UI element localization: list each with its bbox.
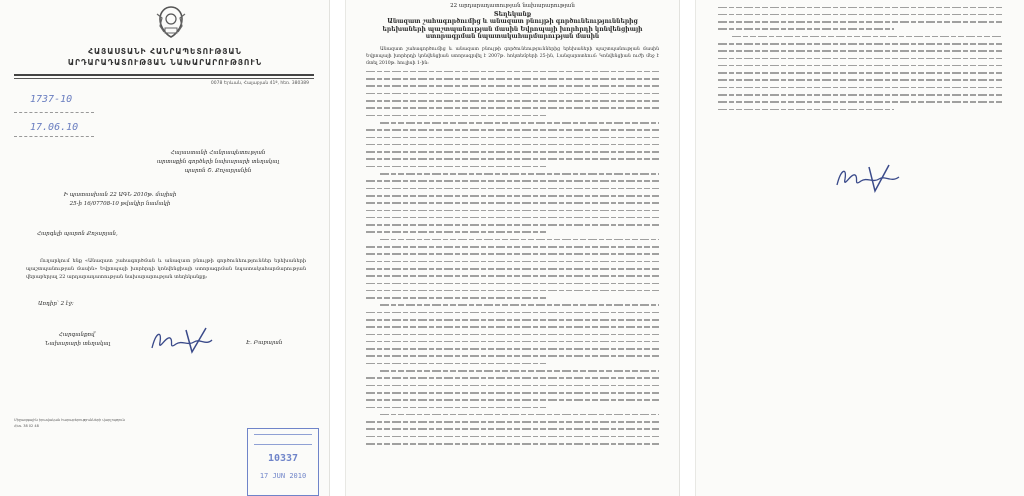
text-line [366, 75, 659, 82]
addressee-line: պարոն Շ. Քոչարյանին [184, 168, 252, 174]
stamp-date: 17 JUN 2010 [259, 472, 307, 480]
text-line [366, 213, 659, 220]
text-line [366, 396, 659, 403]
text-line [366, 126, 659, 133]
text-line [366, 97, 659, 104]
registration-date: 17.06.10 [30, 122, 79, 133]
text-line [366, 272, 659, 279]
text-line [366, 228, 659, 235]
text-line [366, 111, 659, 118]
text-line [718, 54, 1002, 61]
text-line [718, 47, 1002, 54]
text-line [366, 243, 659, 250]
text-line [366, 337, 659, 344]
text-line [366, 388, 659, 395]
signer-name: Է. Բաբայան [246, 340, 283, 346]
greeting: Հարգելի պարոն Քոչարյան, [37, 231, 118, 237]
attachment-note: Առդիր՝ 2 էջ: [38, 301, 74, 307]
text-line [366, 403, 659, 410]
text-line [718, 39, 1002, 46]
text-line [366, 323, 659, 330]
footer-line: Հեռ. 38 02 48 [14, 424, 39, 428]
note-header-line: Տեղեկանք [493, 10, 532, 18]
continuation-body-text [718, 3, 1002, 112]
closing-line: Նախարարի տեղակալ [45, 341, 111, 347]
footer-line: Միջազգային իրավական հարաբերությունների վարչություն [14, 418, 125, 422]
text-line [366, 301, 659, 308]
text-line [718, 91, 1002, 98]
text-line [366, 155, 659, 162]
text-line [366, 89, 659, 96]
stamp-rule [254, 444, 312, 449]
text-line [366, 257, 659, 264]
text-line [366, 199, 659, 206]
text-line [718, 18, 1002, 25]
handwritten-signature-icon [833, 163, 915, 195]
text-line [366, 279, 659, 286]
text-line [366, 345, 659, 352]
text-line [366, 184, 659, 191]
text-line [366, 359, 659, 366]
stamp-rule [254, 434, 312, 439]
footer-note [14, 417, 125, 429]
page-information-note [345, 0, 680, 496]
note-header-line: ստորագրման նպատակահարմարության մասին [425, 33, 600, 40]
date-underline [14, 136, 94, 137]
text-line [366, 67, 659, 74]
text-line [366, 286, 659, 293]
handwritten-signature-icon [148, 326, 230, 356]
text-line [718, 32, 1002, 39]
text-line [718, 69, 1002, 76]
text-line [718, 25, 1002, 32]
reply-reference [45, 191, 195, 208]
text-line [366, 221, 659, 228]
note-body-text [366, 67, 659, 446]
note-header-line: Անազատ շահագործումից և անազատ բնույթի գործունեություններից [387, 18, 638, 25]
registration-number: 1737-10 [30, 94, 73, 105]
text-line [718, 61, 1002, 68]
closing-block [45, 331, 110, 349]
text-line [366, 170, 659, 177]
text-line [366, 82, 659, 89]
text-line [366, 133, 659, 140]
ministry-name-line2: ԱՐԴԱՐԱԴԱՏՈՒԹՅԱՆ ՆԱԽԱՐԱՐՈՒԹՅՈՒՆ [67, 58, 263, 67]
text-line [366, 315, 659, 322]
ministry-address: 0078 Երևան, Հալաբյան 41ª, հեռ. 380389 [210, 81, 309, 86]
page-cover-letter [0, 0, 330, 496]
text-line [366, 352, 659, 359]
letterhead-rule-thin [14, 78, 314, 79]
text-line [366, 177, 659, 184]
text-line [366, 440, 659, 447]
registration-underline [14, 112, 94, 113]
note-header-line: երեխաների պաշտպանության մասին Եվրոպայի խորհրդի կոնվենցիայի [382, 25, 643, 33]
text-line [366, 264, 659, 271]
text-line [366, 191, 659, 198]
reply-reference-line: Ի պատասխան 22 ԱԳՆ 2010թ. մայիսի [63, 192, 177, 198]
text-line [366, 418, 659, 425]
stamp-number: 10337 [267, 453, 299, 464]
note-header-line: 22 արդարադատության նախարարության [450, 3, 575, 9]
text-line [366, 294, 659, 301]
text-line [366, 148, 659, 155]
text-line [366, 374, 659, 381]
addressee-line: Հայաստանի Հանրապետության [170, 150, 266, 156]
text-line [366, 140, 659, 147]
text-line [718, 105, 1002, 112]
text-line [366, 250, 659, 257]
text-line [718, 83, 1002, 90]
addressee-line: արտաքին գործերի նախարարի տեղակալ [156, 159, 280, 165]
text-line [366, 118, 659, 125]
coat-of-arms-icon [153, 4, 189, 40]
text-line [366, 425, 659, 432]
text-line [718, 3, 1002, 10]
text-line [718, 76, 1002, 83]
text-line [366, 381, 659, 388]
registration-stamp [247, 428, 319, 496]
text-line [366, 308, 659, 315]
letter-body: Ուղարկում ենք «Անազատ շահագործման և անազատ բնույթի գործունեություններ երեխաների պաշտպանության մասին» Եվրոպայի խորհրդի կոնվենցիայի ստորագրման նպատակահարմարության վերաբերյալ 22 արդարադատության նախարարության տեղեկանքը: [26, 258, 306, 280]
text-line [366, 104, 659, 111]
text-line [366, 330, 659, 337]
ministry-name-line1: ՀԱՅԱՍՏԱՆԻ ՀԱՆՐԱՊԵՏՈՒԹՅԱՆ [88, 47, 242, 56]
addressee-block [128, 149, 308, 176]
page-continuation [695, 0, 1024, 496]
text-line [366, 410, 659, 417]
text-line [366, 162, 659, 169]
note-paragraph: Անազատ շահագործումից և անազատ բնույթի գործունեություններից երեխաների պաշտպանության մասին Եվրոպայի խորհրդի կոնվենցիան ստորագրվել է 2007թ. հոկտեմբերի 25-ին, Լանզարոտեում: Կոնվենցիան ուժի մեջ է մտել 2010թ. հուլիսի 1-ին: [366, 46, 659, 67]
text-line [366, 206, 659, 213]
note-header [366, 3, 659, 41]
text-line [366, 235, 659, 242]
closing-line: Հարգանքով՝ [58, 332, 97, 338]
letterhead-rule [14, 74, 314, 76]
text-line [718, 10, 1002, 17]
text-line [366, 432, 659, 439]
reply-reference-line: 25-ի 16/07708-10 թվակիր նամակի [69, 200, 171, 207]
text-line [718, 98, 1002, 105]
text-line [366, 367, 659, 374]
